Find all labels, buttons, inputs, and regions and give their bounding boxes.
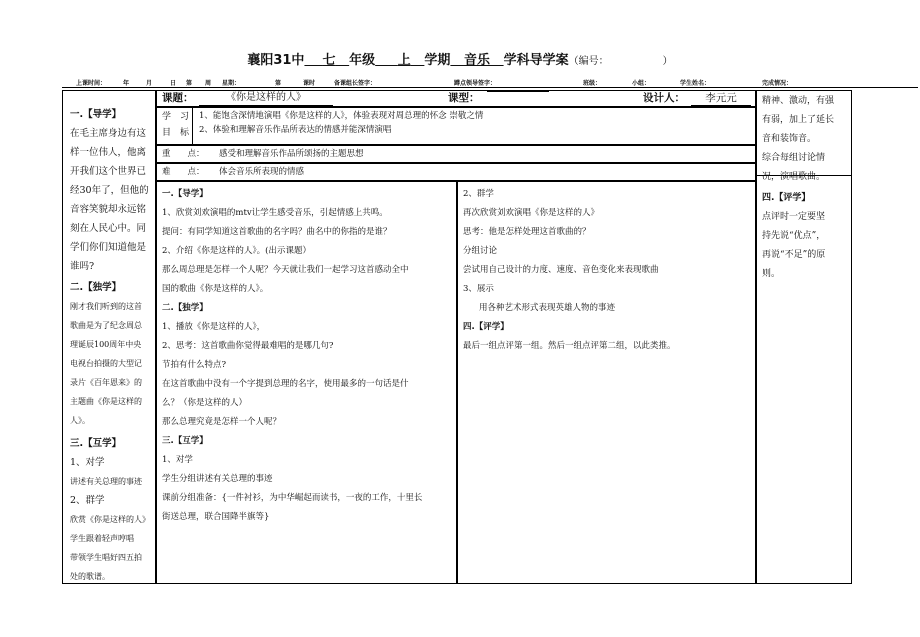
mid-guide-line: 2、介绍《你是这样的人》。(出示课题） [162, 246, 311, 256]
mid-solo-line: 1、播放《你是这样的人》， [162, 322, 266, 332]
left-mutual-2-line: 欣赏《你是这样的人》 [70, 515, 150, 524]
serial-close: ） [662, 56, 673, 67]
goals-label-2: 目 标 [162, 128, 190, 138]
right-top-line: 音和装饰音。 [762, 134, 817, 144]
mid-mutual-text [162, 451, 454, 527]
topic-value: 《你是这样的人》 [199, 91, 333, 106]
goals-label-1: 学 习 [162, 112, 190, 122]
left-solo-line: 录片《百年恩来》的 [70, 378, 142, 387]
left-guide-text [70, 124, 156, 276]
mid-guide-text [162, 204, 454, 299]
period2-label: 课时 [303, 80, 316, 87]
class-label: 班级： [583, 80, 602, 87]
mid-solo-line: 2、思考：这首歌曲你觉得最难唱的是哪几句? [162, 341, 334, 351]
difficulty-label: 难 点： [162, 167, 205, 177]
right-eval-line: 再说“不足”的原 [762, 250, 826, 260]
left-mutual-2-text [70, 510, 156, 586]
school-name: 襄阳31中 [247, 53, 305, 68]
mid-mutual-line: 课前分组准备：{一件衬衫，为中华崛起而读书，一夜的工作，十里长 [162, 493, 423, 503]
left-mutual-heading: 三.【互学】 [70, 438, 122, 449]
term-label: 学期 [424, 53, 451, 68]
year-label: 年 [123, 80, 130, 87]
left-solo-text [70, 297, 156, 430]
subject-value: 音乐 [463, 53, 490, 68]
group-study-line: 尝试用自己设计的力度、速度、音色变化来表现歌曲 [463, 265, 659, 275]
mid-mutual-line: 街送总理，联合国降半旗等} [162, 512, 270, 522]
left-mutual-2-line: 学生跟着轻声哼唱 [70, 534, 134, 543]
group-study-line: 思考：他是怎样处理这首歌曲的？ [463, 227, 591, 237]
left-solo-line: 人》。 [70, 416, 90, 425]
grade-value: 七 [322, 53, 336, 68]
mid-eval-text: 最后一组点评第一组。然后一组点评第二组，以此类推。 [463, 341, 676, 351]
goal-item-2: 2、体验和理解音乐作品所表达的情感并能深情演唱 [199, 125, 392, 135]
left-guide-line: 学们你们知道他是 [70, 242, 147, 253]
group-study-line: 分组讨论 [463, 246, 498, 256]
left-mutual-2-line: 带领学生唱好四五拍 [70, 553, 142, 562]
mid-solo-line: 那么总理究竟是怎样一个人呢？ [162, 417, 282, 427]
period-label: 第 [275, 80, 282, 87]
difficulty-row [156, 163, 756, 181]
right-top-line: 有弱，加上了延长 [762, 115, 835, 125]
group-leader-sign-label: 备课组长签字： [334, 80, 377, 87]
day-label: 日 [170, 80, 177, 87]
leader-sign-label: 蹲点领导签字： [454, 80, 497, 87]
goals-row [156, 107, 756, 145]
right-eval-line: 点评时一定要坚 [762, 212, 826, 222]
right-eval-text [762, 208, 850, 284]
right-top-text [762, 92, 850, 187]
left-mutual-1: 1、对学 [70, 457, 105, 468]
left-mutual-2-line: 处的歌谱。 [70, 572, 110, 581]
right-eval-heading: 四.【评学】 [762, 193, 811, 203]
mid-guide-line: 那么周总理是怎样一个人呢？今天就让我们一起学习这首感动全中 [162, 265, 409, 275]
left-solo-line: 刚才我们听到的这首 [70, 302, 142, 311]
key-point-row [156, 145, 756, 163]
class-time-label: 上课时间： [76, 80, 107, 87]
mid-guide-line: 国的歌曲《你是这样的人》。 [162, 284, 269, 294]
mid-solo-line: 在这首歌曲中没有一个字提到总理的名字，使用最多的一句话是什 [162, 379, 409, 389]
left-mutual-1-text: 讲述有关总理的事迹 [70, 477, 142, 486]
weekday-label: 星期： [222, 80, 241, 87]
mid-mutual-heading: 三.【互学】 [162, 436, 208, 446]
group-label: 小组： [632, 80, 651, 87]
left-column [62, 90, 156, 584]
main-left-cell [156, 181, 457, 584]
student-label: 学生姓名： [680, 80, 711, 87]
week-label: 第 [186, 80, 193, 87]
mid-guide-heading: 一.【导学】 [162, 189, 208, 199]
grade-label: 年级 [349, 53, 376, 68]
mid-eval-heading: 四.【评学】 [463, 322, 509, 332]
week2-label: 周 [205, 80, 212, 87]
subject-label: 学科导学案 [503, 53, 569, 68]
mid-guide-line: 提问：有同学知道这首歌曲的名字吗？曲名中的你指的是谁？ [162, 227, 392, 237]
serial-label: （编号： [568, 56, 609, 67]
left-guide-line: 音容笑貌却永远铭 [70, 204, 147, 215]
show-heading: 3、展示 [463, 284, 494, 294]
goals-label-cell [157, 108, 193, 144]
right-eval-line: 持先说“优点”， [762, 231, 826, 241]
left-solo-heading: 二.【独学】 [70, 282, 122, 293]
mid-solo-line: 节拍有什么特点? [162, 360, 227, 370]
difficulty-text: 体会音乐所表现的情感 [219, 167, 305, 177]
mid-solo-heading: 二.【独学】 [162, 303, 208, 313]
left-solo-line: 歌曲是为了纪念周总 [70, 321, 142, 330]
month-label: 月 [146, 80, 153, 87]
group-study-line: 再次欣赏刘欢演唱《你是这样的人》 [463, 208, 600, 218]
left-solo-line: 主题曲《你是这样的 [70, 397, 142, 406]
group-study-heading: 2、群学 [463, 189, 494, 199]
main-right-cell [457, 181, 756, 584]
right-top-line: 综合每组讨论情 [762, 153, 826, 163]
key-point-text: 感受和理解音乐作品所颂扬的主题思想 [219, 149, 364, 159]
left-guide-line: 样一位伟人，他离 [70, 147, 147, 158]
show-text: 用各种艺术形式表现英雄人物的事迹 [479, 303, 616, 313]
left-guide-heading: 一.【导学】 [70, 109, 122, 120]
right-eval-line: 则。 [762, 269, 781, 279]
goal-item-1: 1、能饱含深情地演唱《你是这样的人》，体验表现对周总理的怀念 崇敬之情 [199, 111, 484, 121]
topic-label: 课题： [162, 92, 194, 104]
left-solo-line: 理诞辰100周年中央 [70, 340, 142, 349]
group-study-text [463, 204, 753, 280]
mid-solo-line: 么？（你是这样的人） [162, 398, 248, 408]
right-top-line: 精神、激动，有强 [762, 96, 835, 106]
mid-mutual-line: 1、对学 [162, 455, 193, 465]
lesson-type-value [487, 91, 549, 92]
topic-row [156, 90, 756, 107]
left-mutual-2: 2、群学 [70, 495, 105, 506]
mid-guide-line: 1、欣赏刘欢演唱的mtv让学生感受音乐，引起情感上共鸣。 [162, 208, 388, 218]
designer-value: 李元元 [691, 91, 751, 106]
left-solo-line: 电视台拍摄的大型记 [70, 359, 142, 368]
left-guide-line: 刻在人民心中。同 [70, 223, 147, 234]
page-title [0, 49, 920, 68]
mid-solo-text [162, 318, 454, 432]
right-top-line: 况，演唱歌曲。 [762, 172, 826, 182]
right-column [756, 90, 852, 584]
left-guide-line: 谁吗? [70, 261, 95, 272]
term-value: 上 [397, 53, 411, 68]
designer-label: 设计人： [643, 92, 685, 104]
left-guide-line: 在毛主席身边有这 [70, 128, 147, 139]
key-point-label: 重 点： [162, 149, 205, 159]
mid-mutual-line: 学生分组讲述有关总理的事迹 [162, 474, 273, 484]
left-guide-line: 开我们这个世界已 [70, 166, 147, 177]
info-divider [62, 87, 918, 88]
completion-label: 完成情况： [762, 80, 793, 87]
left-guide-line: 经30年了，但他的 [70, 185, 149, 196]
lesson-type-label: 课型： [448, 92, 480, 104]
